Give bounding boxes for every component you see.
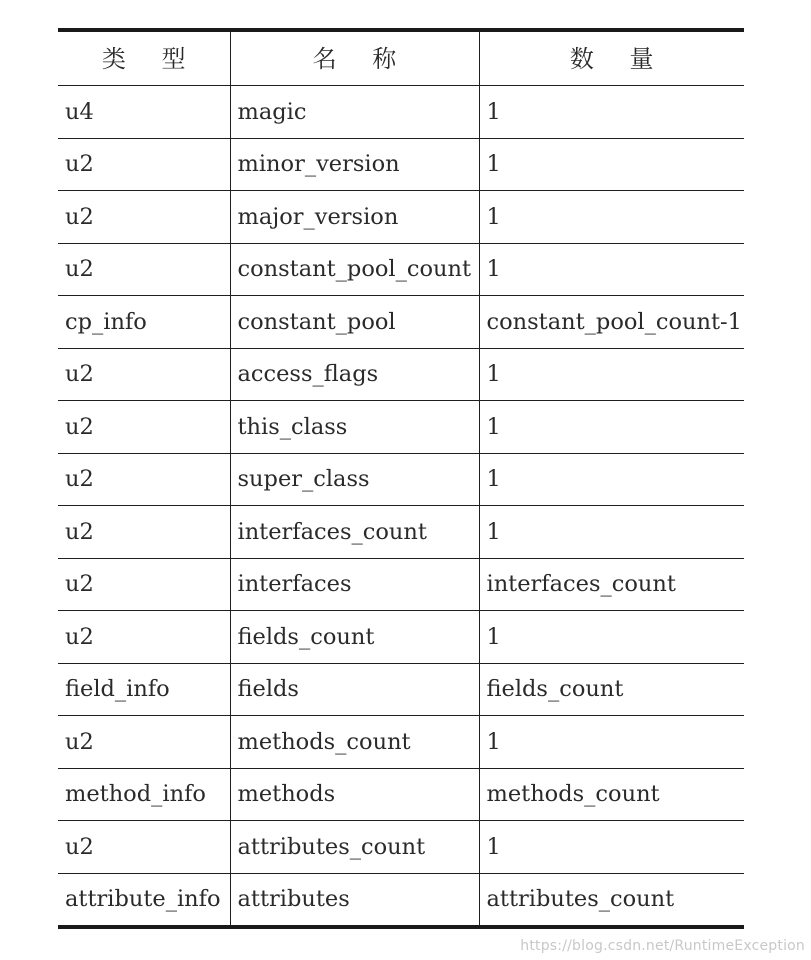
cell-type: field_info: [58, 663, 230, 716]
cell-quantity: 1: [479, 453, 744, 506]
table-row: [58, 86, 744, 139]
cell-quantity: 1: [479, 348, 744, 401]
cell-quantity: interfaces_count: [479, 558, 744, 611]
header-name: 名 称: [230, 30, 479, 86]
cell-type: u2: [58, 453, 230, 506]
cell-quantity: 1: [479, 821, 744, 874]
cell-name: minor_version: [230, 138, 479, 191]
cell-quantity: 1: [479, 401, 744, 454]
cell-quantity: constant_pool_count-1: [479, 296, 744, 349]
cell-type: attribute_info: [58, 873, 230, 927]
cell-type: method_info: [58, 768, 230, 821]
cell-type: u4: [58, 86, 230, 139]
cell-name: interfaces_count: [230, 506, 479, 559]
cell-type: u2: [58, 611, 230, 664]
cell-quantity: attributes_count: [479, 873, 744, 927]
table-row: [58, 506, 744, 559]
table-row: [58, 453, 744, 506]
cell-type: u2: [58, 191, 230, 244]
table-row: [58, 873, 744, 927]
watermark-text: https://blog.csdn.net/RuntimeException: [520, 938, 805, 954]
cell-quantity: 1: [479, 243, 744, 296]
cell-quantity: 1: [479, 611, 744, 664]
table-row: [58, 558, 744, 611]
cell-quantity: 1: [479, 716, 744, 769]
table-row: [58, 716, 744, 769]
cell-quantity: methods_count: [479, 768, 744, 821]
table-row: [58, 821, 744, 874]
table-row: [58, 296, 744, 349]
table-row: [58, 191, 744, 244]
cell-quantity: 1: [479, 138, 744, 191]
cell-name: attributes: [230, 873, 479, 927]
table-row: [58, 348, 744, 401]
cell-type: u2: [58, 506, 230, 559]
cell-name: this_class: [230, 401, 479, 454]
table-row: [58, 663, 744, 716]
cell-type: u2: [58, 821, 230, 874]
table-row: [58, 138, 744, 191]
cell-name: fields: [230, 663, 479, 716]
cell-name: attributes_count: [230, 821, 479, 874]
cell-type: u2: [58, 138, 230, 191]
header-row: [58, 30, 744, 86]
cell-type: u2: [58, 243, 230, 296]
table-header: [58, 30, 744, 86]
table-row: [58, 243, 744, 296]
table-body: [58, 86, 744, 928]
cell-name: major_version: [230, 191, 479, 244]
cell-name: access_flags: [230, 348, 479, 401]
cell-type: u2: [58, 558, 230, 611]
cell-type: u2: [58, 401, 230, 454]
class-file-structure-table-wrapper: [58, 28, 744, 929]
table-row: [58, 401, 744, 454]
cell-name: constant_pool_count: [230, 243, 479, 296]
cell-name: super_class: [230, 453, 479, 506]
cell-name: methods: [230, 768, 479, 821]
cell-name: constant_pool: [230, 296, 479, 349]
cell-name: interfaces: [230, 558, 479, 611]
cell-name: methods_count: [230, 716, 479, 769]
cell-name: magic: [230, 86, 479, 139]
cell-quantity: 1: [479, 191, 744, 244]
class-file-structure-table: [58, 28, 744, 929]
cell-type: u2: [58, 348, 230, 401]
header-type: 类 型: [58, 30, 230, 86]
cell-name: fields_count: [230, 611, 479, 664]
cell-quantity: fields_count: [479, 663, 744, 716]
table-row: [58, 611, 744, 664]
cell-quantity: 1: [479, 506, 744, 559]
cell-quantity: 1: [479, 86, 744, 139]
cell-type: cp_info: [58, 296, 230, 349]
header-quantity: 数 量: [479, 30, 744, 86]
cell-type: u2: [58, 716, 230, 769]
table-row: [58, 768, 744, 821]
